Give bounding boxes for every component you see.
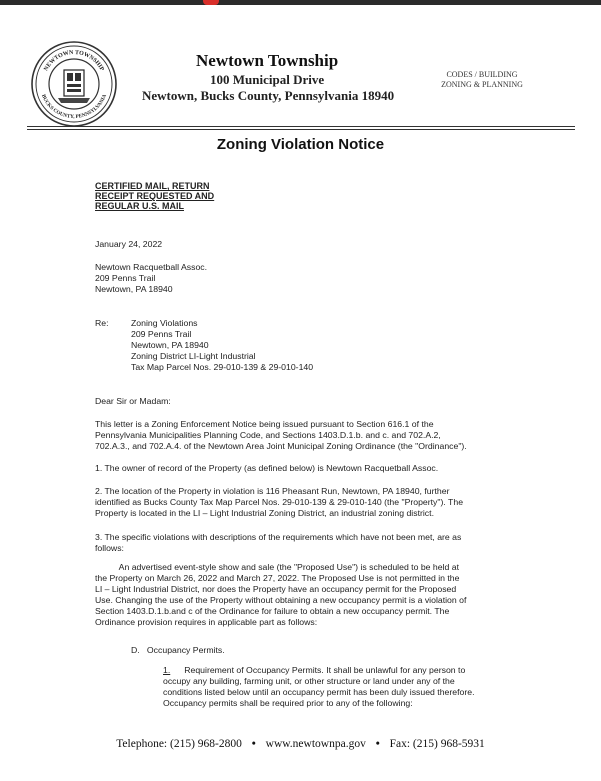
paragraph-line: identified as Bucks County Tax Map Parcel Nos. 29-010-139 & 29-010-140 (the "Property"). The (95, 497, 464, 507)
paragraph-line: 702.A.3., and 702.A.4. of the Newtown Area Joint Municipal Zoning Ordinance (the "Ordinance"). (95, 441, 467, 451)
document-title: Zoning Violation Notice (216, 136, 385, 153)
recipient-line: 209 Penns Trail (95, 273, 156, 283)
paragraph-intro (95, 419, 525, 452)
seal-top-text: NEWTOWN TOWNSHIP (43, 49, 105, 73)
paragraph-line: Ordinance provision requires in applicable part as follows: (95, 617, 318, 627)
recipient-line: Newtown Racquetball Assoc. (95, 262, 208, 272)
paragraph-line: 3. The specific violations with descriptions of the requirements which have not been met, are as (95, 532, 462, 542)
letter-date: January 24, 2022 (95, 239, 163, 249)
department-line1: CODES / BUILDING (446, 70, 518, 79)
record-indicator (203, 0, 219, 5)
paragraph-line: occupy any building, farming unit, or other structure or land under any of the (163, 676, 455, 686)
paragraph-line: 1. The owner of record of the Property (as defined below) is Newtown Racquetball Assoc. (95, 463, 439, 473)
department-line2: ZONING & PLANNING (441, 80, 523, 89)
paragraph-line: An advertised event-style show and sale (the "Proposed Use") is scheduled to be held at (95, 562, 460, 572)
paragraph-line: conditions listed below until an occupancy permit has been duly issued therefore. (163, 687, 475, 697)
township-address-line1: 100 Municipal Drive (210, 72, 325, 87)
paragraph-line: Pennsylvania Municipalities Planning Code, and Sections 1403.D.1.b. and c. and 702.A.2, (95, 430, 441, 440)
department-label (428, 70, 536, 90)
footer-website: www.newtownpa.gov (265, 738, 366, 750)
paragraph-line: Use. Changing the use of the Property without obtaining a new occupancy permit is a violation of (95, 595, 467, 605)
paragraph-line: 2. The location of the Property in violation is 116 Pheasant Run, Newtown, PA 18940, further (95, 486, 450, 496)
delivery-line: CERTIFIED MAIL, RETURN (95, 181, 210, 191)
paragraph-line: LI – Light Industrial District, nor does the Property have an occupancy permit for the Proposed (95, 584, 457, 594)
paragraph-line: Section 1403.D.1.b.and c of the Ordinance for failure to obtain a new occupancy permit. The (95, 606, 450, 616)
township-name: Newtown Township (196, 51, 339, 70)
delivery-method (95, 181, 214, 211)
seal-bottom-text: BUCKS COUNTY, PENNSYLVANIA (39, 93, 109, 121)
recipient-address (95, 262, 207, 295)
re-line: Zoning District LI-Light Industrial (131, 351, 256, 361)
paragraph-line: This letter is a Zoning Enforcement Notice being issued pursuant to Section 616.1 of the (95, 419, 434, 429)
paragraph-line: the Property on March 26, 2022 and March 27, 2022. The Proposed Use is not permitted in the (95, 573, 460, 583)
salutation: Dear Sir or Madam: (95, 396, 171, 406)
re-line: Zoning Violations (131, 318, 198, 328)
window-top-bar (0, 0, 601, 5)
re-subject (131, 318, 313, 373)
paragraph-line: follows: (95, 543, 124, 553)
township-address-line2: Newtown, Bucks County, Pennsylvania 18940 (142, 88, 395, 103)
footer-separator: • (375, 738, 380, 750)
paragraph-proposed-use (95, 562, 525, 628)
footer-separator: • (251, 738, 256, 750)
paragraph-line: Property is located in the LI – Light Industrial Zoning District, an industrial zoning district. (95, 508, 434, 518)
header-divider (27, 126, 575, 127)
paragraph-violations (95, 532, 525, 554)
footer-fax: Fax: (215) 968-5931 (389, 738, 485, 750)
re-line: 209 Penns Trail (131, 329, 192, 339)
paragraph-owner (95, 463, 525, 474)
item-number: 1. (163, 665, 171, 675)
re-label: Re: (95, 318, 109, 328)
paragraph-location (95, 486, 525, 519)
section-heading-occupancy: D. Occupancy Permits. (131, 645, 225, 655)
delivery-line: RECEIPT REQUESTED AND (95, 191, 215, 201)
letterhead-footer (0, 738, 601, 750)
re-line: Tax Map Parcel Nos. 29-010-139 & 29-010-140 (131, 362, 314, 372)
delivery-line: REGULAR U.S. MAIL (95, 201, 184, 211)
paragraph-occupancy-requirement (163, 665, 525, 709)
recipient-line: Newtown, PA 18940 (95, 284, 173, 294)
re-line: Newtown, PA 18940 (131, 340, 209, 350)
paragraph-line: Occupancy permits shall be required prior to any of the following: (163, 698, 413, 708)
paragraph-line: Requirement of Occupancy Permits. It shall be unlawful for any person to (184, 665, 466, 675)
header-divider-secondary (27, 129, 575, 130)
footer-telephone: Telephone: (215) 968-2800 (116, 738, 242, 750)
township-seal-icon (30, 40, 118, 128)
